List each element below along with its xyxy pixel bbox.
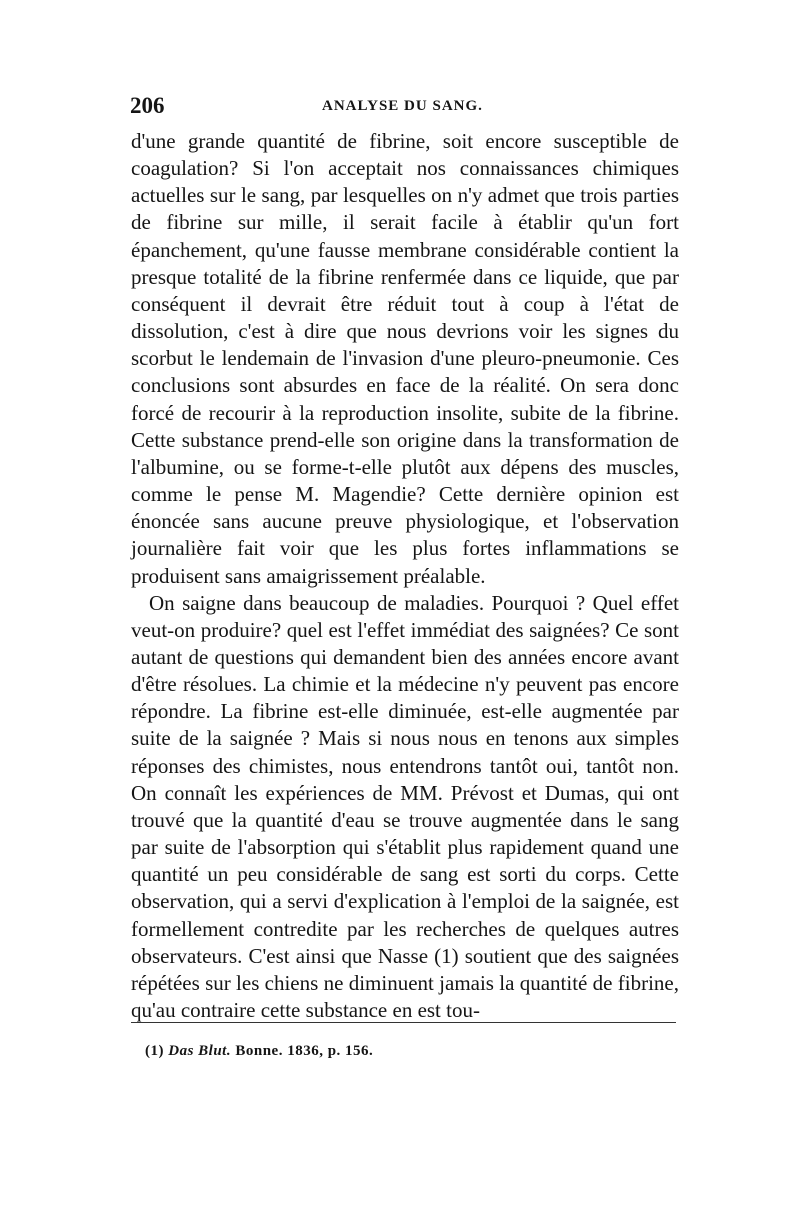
running-title: ANALYSE DU SANG.: [322, 98, 483, 114]
footnote-title: Das Blut.: [168, 1043, 232, 1059]
page-header: [130, 93, 675, 123]
footnote-marker: (1): [145, 1043, 164, 1059]
page-number: 206: [130, 93, 165, 118]
paragraph: d'une grande quantité de fibrine, soit encore susceptible de coagulation? Si l'on acceptait nos connaissances chimiques actuelles sur le sang, par lesquelles on n'y admet que trois parties de fibrine sur mille, il serait facile à établir qu'un fort épanchement, qu'une fausse membrane considérable contient la presque totalité de la fibrine renfermée dans ce liquide, que par conséquent il devrait être réduit tout à coup à l'état de dissolution, c'est à dire que nous devrions voir les signes du scorbut le lendemain de l'invasion d'une pleuro-pneumonie. Ces conclusions sont absurdes en face de la réalité. On sera donc forcé de recourir à la reproduction insolite, subite de la fibrine. Cette substance prend-elle son origine dans la transformation de l'albumine, ou se forme-t-elle plutôt aux dépens des muscles, comme le pense M. Magendie? Cette dernière opinion est énoncée sans aucune preuve physiologique, et l'observation journalière fait voir que les plus fortes inflammations se produisent sans amaigrissement préalable.: [131, 129, 679, 588]
paragraph: On saigne dans beaucoup de maladies. Pourquoi ? Quel effet veut-on produire? quel est l'effet immédiat des saignées? Ce sont autant de questions qui demandent bien des années encore avant d'être résolues. La chimie et la médecine n'y peuvent pas encore répondre. La fibrine est-elle diminuée, est-elle augmentée par suite de la saignée ? Mais si nous nous en tenons aux simples réponses des chimistes, nous entendrons tantôt oui, tantôt non. On connaît les expériences de MM. Prévost et Dumas, qui ont trouvé que la quantité d'eau se trouve augmentée dans le sang par suite de l'absorption qui s'établit plus rapidement quand une quantité un peu considérable de sang est sorti du corps. Cette observation, qui a servi d'explication à l'emploi de la saignée, est formellement contredite par les recherches de quelques autres observateurs. C'est ainsi que Nasse (1) soutient que des saignées répétées sur les chiens ne diminuent jamais la quantité de fibrine, qu'au contraire cette substance en est tou-: [131, 590, 679, 1022]
footnote-divider: [131, 1022, 676, 1023]
body-text: [131, 128, 679, 1024]
footnote-reference: Bonne. 1836, p. 156.: [235, 1043, 374, 1059]
footnote: [145, 1043, 665, 1060]
